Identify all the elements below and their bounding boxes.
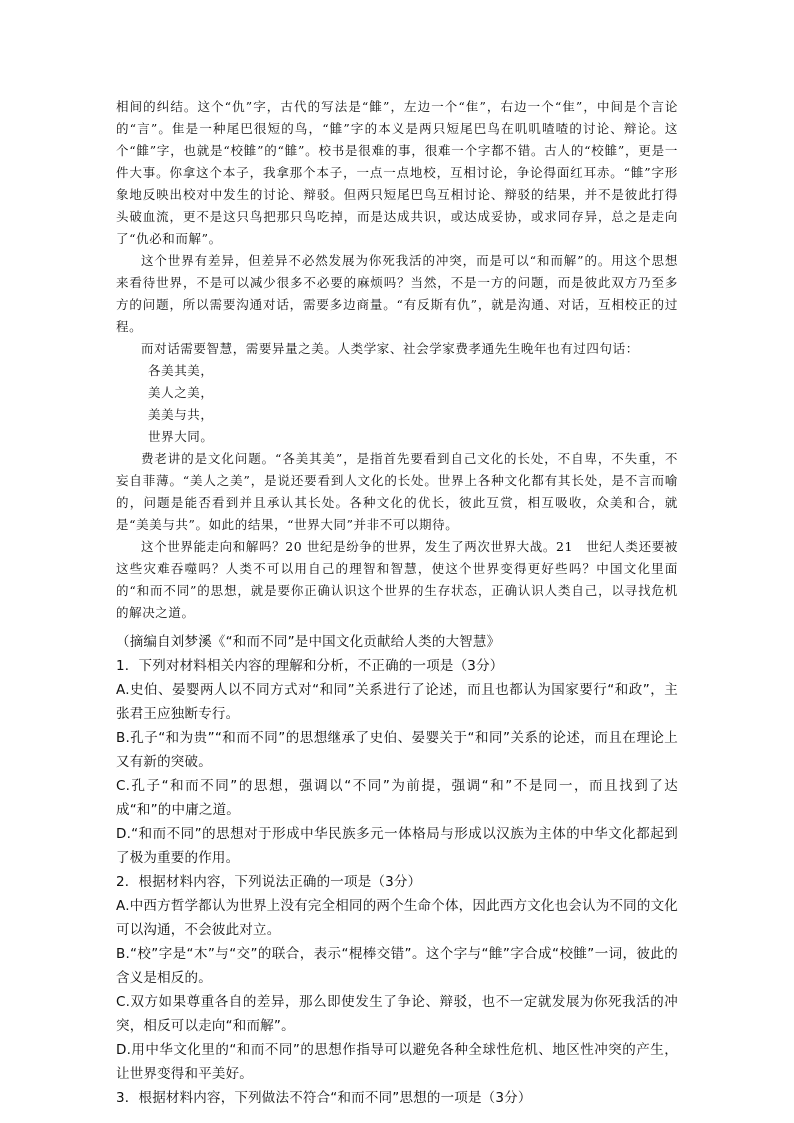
option-d: D.用中华文化里的“和而不同”的思想作指导可以避免各种全球性危机、地区性冲突的产生，让世界变得和平美好。 xyxy=(116,1042,678,1082)
poem-line: 各美其美， xyxy=(148,363,214,378)
passage-paragraph: 而对话需要智慧，需要异量之美。人类学家、社会学家费孝通先生晚年也有过四句话： xyxy=(141,341,639,356)
passage xyxy=(116,96,678,624)
questions xyxy=(116,630,678,1110)
option-c: C.孔子“和而不同”的思想，强调以“不同”为前提，强调“和”不是同一，而且找到了达成“和”的中庸之道。 xyxy=(116,778,678,818)
option-b: B.“校”字是“木”与“交”的联合，表示“棍棒交错”。这个字与“雔”字合成“校雔”一词，彼此的含义是相反的。 xyxy=(116,946,678,986)
poem-line: 世界大同。 xyxy=(148,429,214,444)
option-b: B.孔子“和为贵”“和而不同”的思想继承了史伯、晏婴关于“和同”关系的论述，而且在理论上又有新的突破。 xyxy=(116,730,678,770)
passage-paragraph: 这个世界能走向和解吗？20 世纪是纷争的世界，发生了两次世界大战。21 世纪人类还要被这些灾难吞噬吗？人类不可以用自己的理智和智慧，使这个世界变得更好些吗？中国文化里面的“和而不同”的思想，就是要你正确认识这个世界的生存状态，正确认识人类自己，以寻找危机的解决之道。 xyxy=(116,539,678,620)
poem-line: 美美与共， xyxy=(148,407,214,422)
document-page xyxy=(116,96,678,1110)
option-a: A.史伯、晏婴两人以不同方式对“和同”关系进行了论述，而且也都认为国家要行“和政”，主张君王应独断专行。 xyxy=(116,682,678,722)
question-stem: 2．根据材料内容，下列说法正确的一项是（3分） xyxy=(116,874,422,890)
passage-paragraph: 相间的纠结。这个“仇”字，古代的写法是“雔”，左边一个“隹”，右边一个“隹”，中间是个言论的“言”。隹是一种尾巴很短的鸟，“雔”字的本义是两只短尾巴鸟在叽叽喳喳的讨论、辩论。这个“雔”字，也就是“校雔”的“雔”。校书是很难的事，很难一个字都不错。古人的“校雔”，更是一件大事。你拿这个本子，我拿那个本子，一点一点地校，互相讨论，争论得面红耳赤。“雔”字形象地反映出校对中发生的讨论、辩驳。但两只短尾巴鸟互相讨论、辩驳的结果，并不是彼此打得头破血流，更不是这只鸟把那只鸟吃掉，而是达成共识，或达成妥协，或求同存异，总之是走向了“仇必和而解”。 xyxy=(116,99,678,246)
question-stem: 3．根据材料内容，下列做法不符合“和而不同”思想的一项是（3分） xyxy=(116,1090,532,1106)
question-stem: 1．下列对材料相关内容的理解和分析，不正确的一项是（3分） xyxy=(116,658,504,674)
option-d: D.“和而不同”的思想对于形成中华民族多元一体格局与形成以汉族为主体的中华文化都起到了极为重要的作用。 xyxy=(116,826,678,866)
passage-paragraph: 这个世界有差异，但差异不必然发展为你死我活的冲突，而是可以“和而解”的。用这个思想来看待世界，不是可以减少很多不必要的麻烦吗？当然，不是一方的问题，而是彼此双方乃至多方的问题，所以需要沟通对话，需要多边商量。“有反斯有仇”，就是沟通、对话，互相校正的过程。 xyxy=(116,253,678,334)
source-citation: （摘编自刘梦溪《“和而不同”是中国文化贡献给人类的大智慧》 xyxy=(116,634,501,650)
poem xyxy=(116,360,678,448)
option-a: A.中西方哲学都认为世界上没有完全相同的两个生命个体，因此西方文化也会认为不同的文化可以沟通，不会彼此对立。 xyxy=(116,898,678,938)
poem-line: 美人之美， xyxy=(148,385,214,400)
option-c: C.双方如果尊重各自的差异，那么即使发生了争论、辩驳，也不一定就发展为你死我活的冲突，相反可以走向“和而解”。 xyxy=(116,994,678,1034)
passage-paragraph: 费老讲的是文化问题。“各美其美”，是指首先要看到自己文化的长处，不自卑，不失重，不妄自菲薄。“美人之美”，是说还要看到人文化的长处。世界上各种文化都有其长处，是不言而喻的，问题是能否看到并且承认其长处。各种文化的优长，彼此互赏，相互吸收，众美和合，就是“美美与共”。如此的结果，“世界大同”并非不可以期待。 xyxy=(116,451,678,532)
